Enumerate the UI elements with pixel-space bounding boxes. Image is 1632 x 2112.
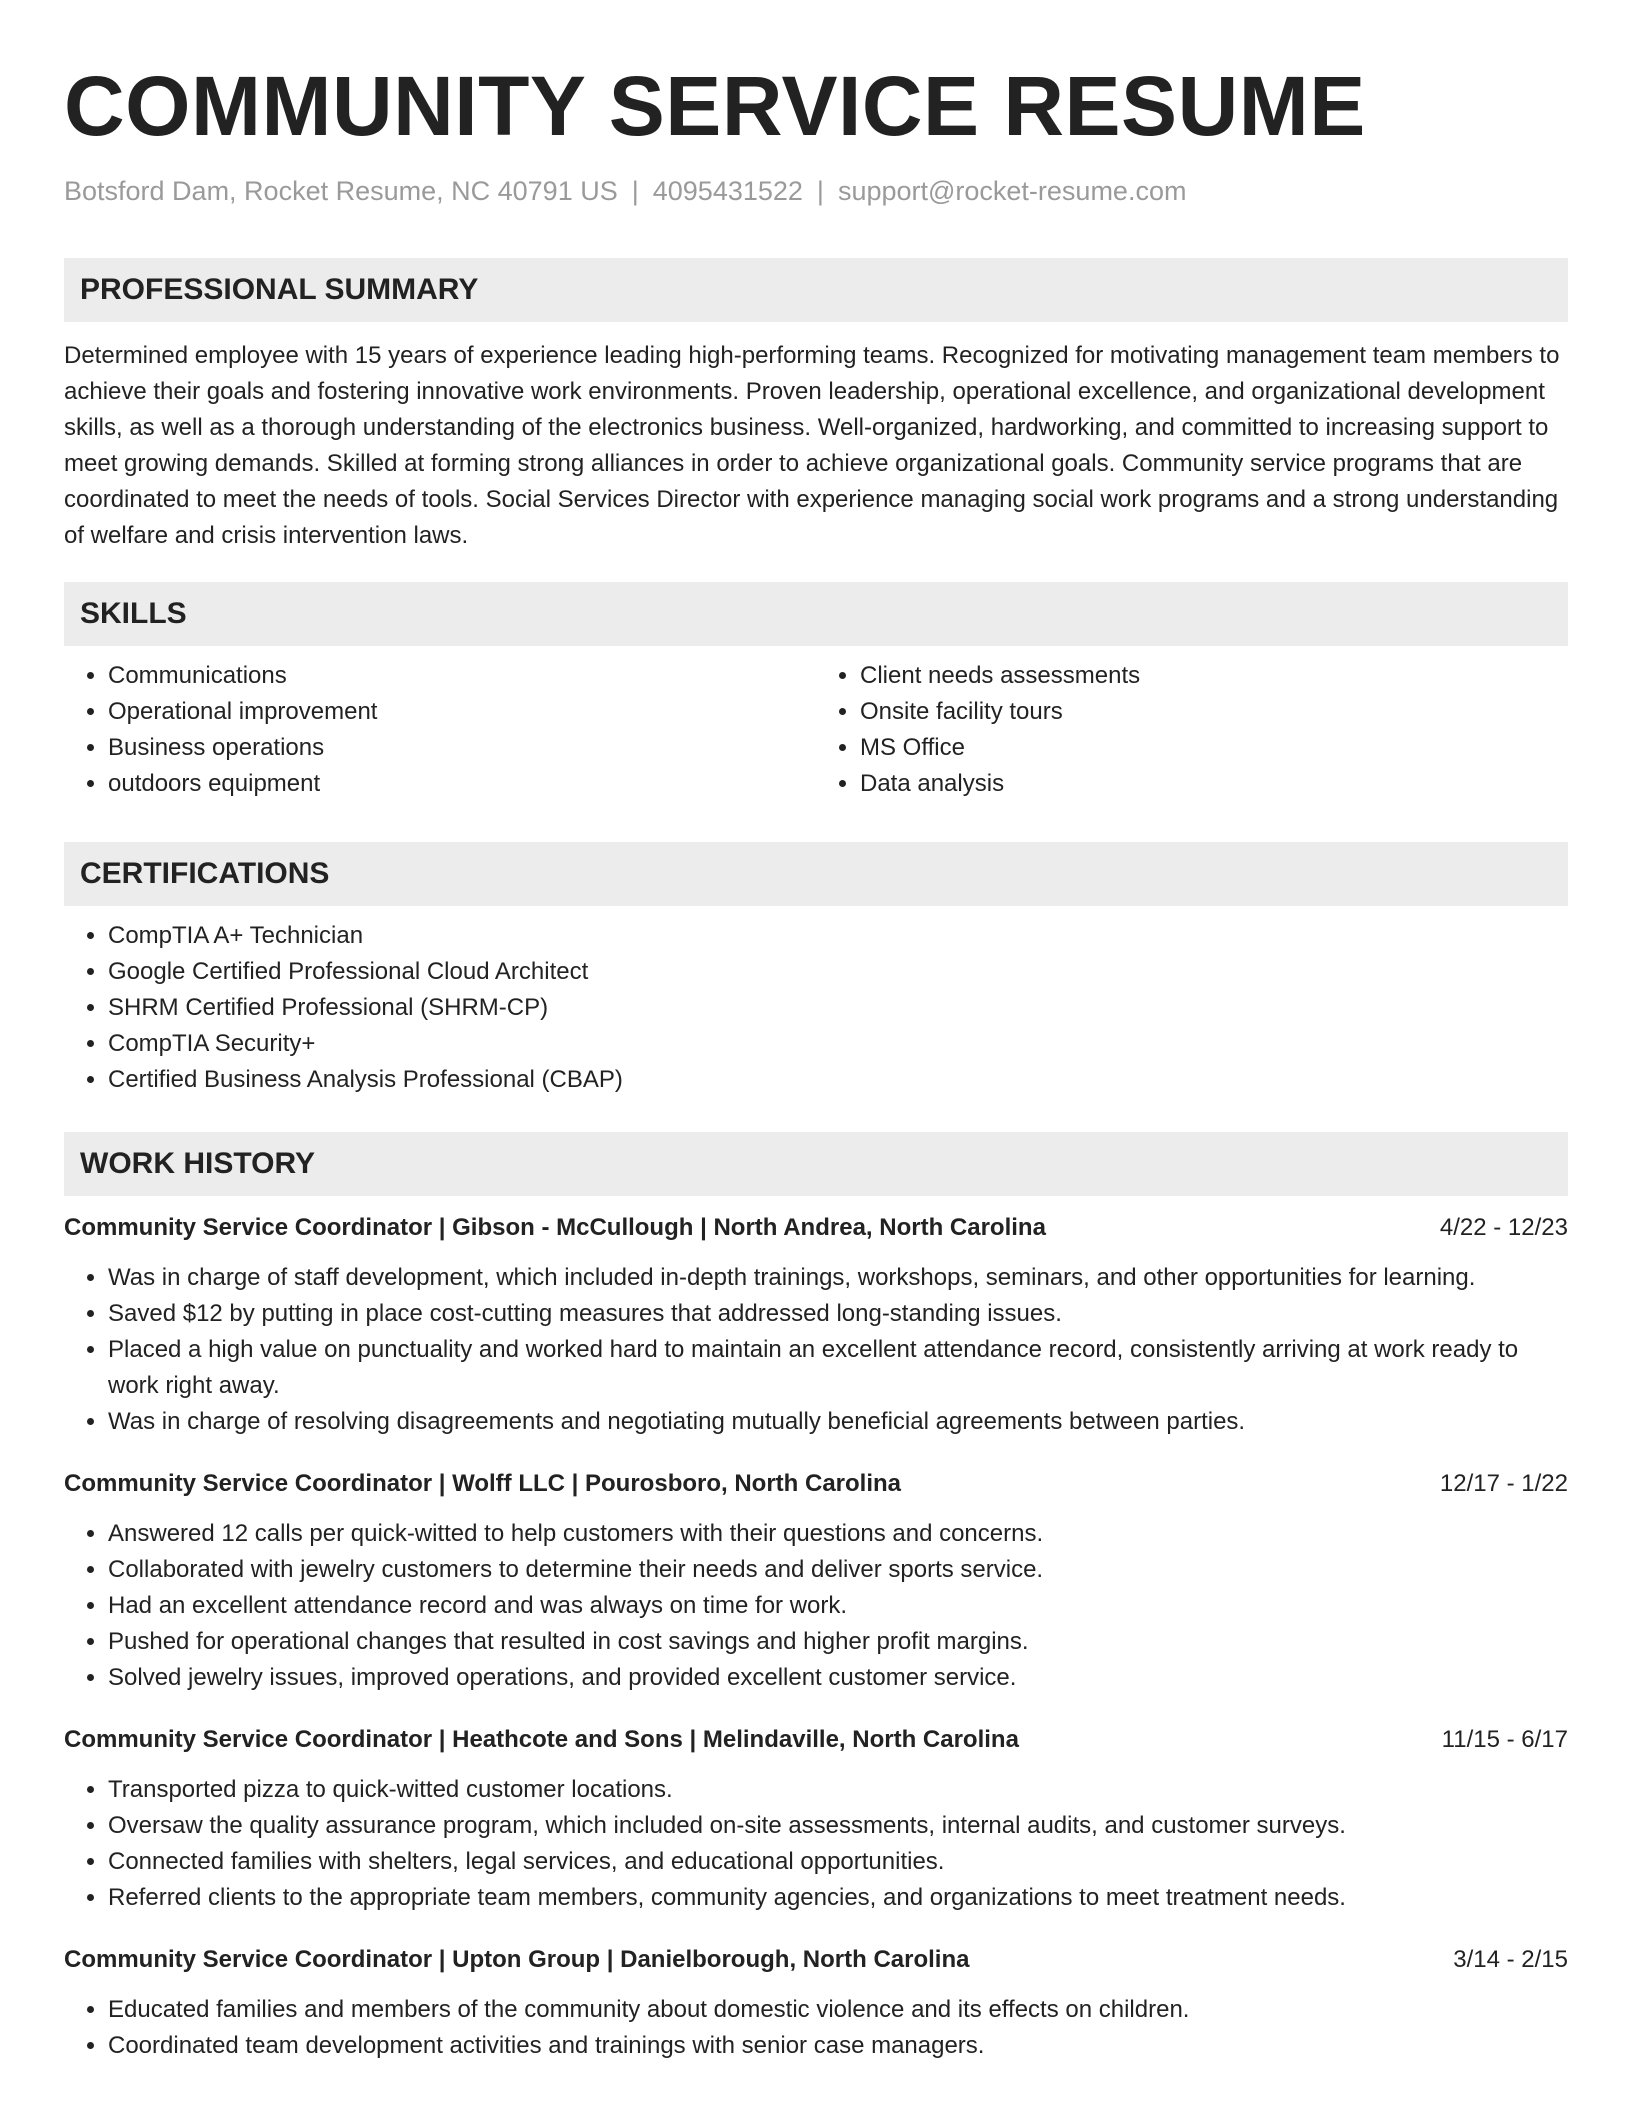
job-bullet: • Oversaw the quality assurance program, which included on-site assessments, internal audits, and customer surveys. [108, 1808, 1568, 1844]
job-header [64, 1722, 1568, 1758]
job-header [64, 1942, 1568, 1978]
summary-text: Determined employee with 15 years of experience leading high-performing teams. Recognized for motivating management team members to achieve their goals and fostering innovative work environments. Proven leadership, operational excellence, and organizational development skills, as well as a thorough understanding of the electronics business. Well-organized, hardworking, and committed to increasing support to meet growing demands. Skilled at forming strong alliances in order to achieve organizational goals. Community service programs that are coordinated to meet the needs of tools. Social Services Director with experience managing social work programs and a strong understanding of welfare and crisis intervention laws. [64, 342, 1560, 549]
section-heading: SKILLS [64, 582, 1568, 646]
certification-item: • SHRM Certified Professional (SHRM-CP) [108, 990, 1568, 1026]
certification-item: • CompTIA A+ Technician [108, 918, 1568, 954]
job-header [64, 1466, 1568, 1502]
job-bullet: • Transported pizza to quick-witted customer locations. [108, 1772, 1568, 1808]
contact-separator: | [816, 176, 824, 206]
job-bullet: • Collaborated with jewelry customers to determine their needs and deliver sports service. [108, 1552, 1568, 1588]
certification-item: • Certified Business Analysis Professional (CBAP) [108, 1062, 1568, 1098]
contact-line [64, 174, 1568, 208]
skill-item: • Business operations [108, 730, 816, 766]
job-title: Community Service Coordinator | Wolff LLC | Pourosboro, North Carolina [64, 1470, 902, 1497]
job-title: Community Service Coordinator | Heathcote and Sons | Melindaville, North Carolina [64, 1726, 1019, 1753]
job-dates: 11/15 - 6/17 [1441, 1726, 1568, 1753]
section-heading: WORK HISTORY [64, 1132, 1568, 1196]
job-entry [64, 1942, 1568, 2064]
job-bullet: • Placed a high value on punctuality and worked hard to maintain an excellent attendance record, consistently arriving at work ready to work right away. [108, 1332, 1568, 1404]
job-dates: 12/17 - 1/22 [1439, 1470, 1568, 1497]
job-entry [64, 1722, 1568, 1916]
job-bullets [64, 1260, 1568, 1440]
contact-address: Botsford Dam, Rocket Resume, NC 40791 US [64, 176, 618, 206]
skills-list-right [816, 658, 1568, 802]
job-bullet: • Answered 12 calls per quick-witted to help customers with their questions and concerns. [108, 1516, 1568, 1552]
job-title: Community Service Coordinator | Upton Group | Danielborough, North Carolina [64, 1946, 970, 1973]
job-title: Community Service Coordinator | Gibson - McCullough | North Andrea, North Carolina [64, 1214, 1046, 1241]
job-dates: 3/14 - 2/15 [1453, 1946, 1568, 1973]
job-dates: 4/22 - 12/23 [1439, 1214, 1568, 1241]
skills-columns [64, 658, 1568, 802]
job-bullet: • Connected families with shelters, legal services, and educational opportunities. [108, 1844, 1568, 1880]
resume-title: COMMUNITY SERVICE RESUME [64, 59, 1366, 153]
contact-email[interactable]: support@rocket-resume.com [837, 176, 1187, 206]
job-bullets [64, 1992, 1568, 2064]
job-bullet: • Solved jewelry issues, improved operations, and provided excellent customer service. [108, 1660, 1568, 1696]
contact-separator: | [631, 176, 639, 206]
skill-item: • MS Office [860, 730, 1568, 766]
certification-item: • CompTIA Security+ [108, 1026, 1568, 1062]
job-bullet: • Had an excellent attendance record and was always on time for work. [108, 1588, 1568, 1624]
skill-item: • Data analysis [860, 766, 1568, 802]
job-bullets [64, 1772, 1568, 1916]
section-heading: CERTIFICATIONS [64, 842, 1568, 906]
job-entry [64, 1210, 1568, 1440]
contact-phone: 4095431522 [652, 176, 803, 206]
work-history-section [64, 1132, 1568, 2064]
job-bullet: • Was in charge of staff development, which included in-depth trainings, workshops, seminars, and other opportunities for learning. [108, 1260, 1568, 1296]
skills-list-left [64, 658, 816, 802]
certifications-section [64, 842, 1568, 1098]
section-heading: PROFESSIONAL SUMMARY [64, 258, 1568, 322]
skill-item: • Operational improvement [108, 694, 816, 730]
job-bullet: • Was in charge of resolving disagreements and negotiating mutually beneficial agreements between parties. [108, 1404, 1568, 1440]
job-bullet: • Referred clients to the appropriate team members, community agencies, and organizations to meet treatment needs. [108, 1880, 1568, 1916]
job-bullets [64, 1516, 1568, 1696]
job-bullet: • Educated families and members of the community about domestic violence and its effects on children. [108, 1992, 1568, 2028]
job-entry [64, 1466, 1568, 1696]
job-header [64, 1210, 1568, 1246]
certification-item: • Google Certified Professional Cloud Architect [108, 954, 1568, 990]
skills-section [64, 582, 1568, 802]
job-bullet: • Saved $12 by putting in place cost-cutting measures that addressed long-standing issues. [108, 1296, 1568, 1332]
skill-item: • Communications [108, 658, 816, 694]
job-bullet: • Coordinated team development activities and trainings with senior case managers. [108, 2028, 1568, 2064]
certifications-list [64, 918, 1568, 1098]
skill-item: • Onsite facility tours [860, 694, 1568, 730]
professional-summary-section [64, 258, 1568, 554]
skill-item: • Client needs assessments [860, 658, 1568, 694]
skill-item: • outdoors equipment [108, 766, 816, 802]
job-bullet: • Pushed for operational changes that resulted in cost savings and higher profit margins. [108, 1624, 1568, 1660]
